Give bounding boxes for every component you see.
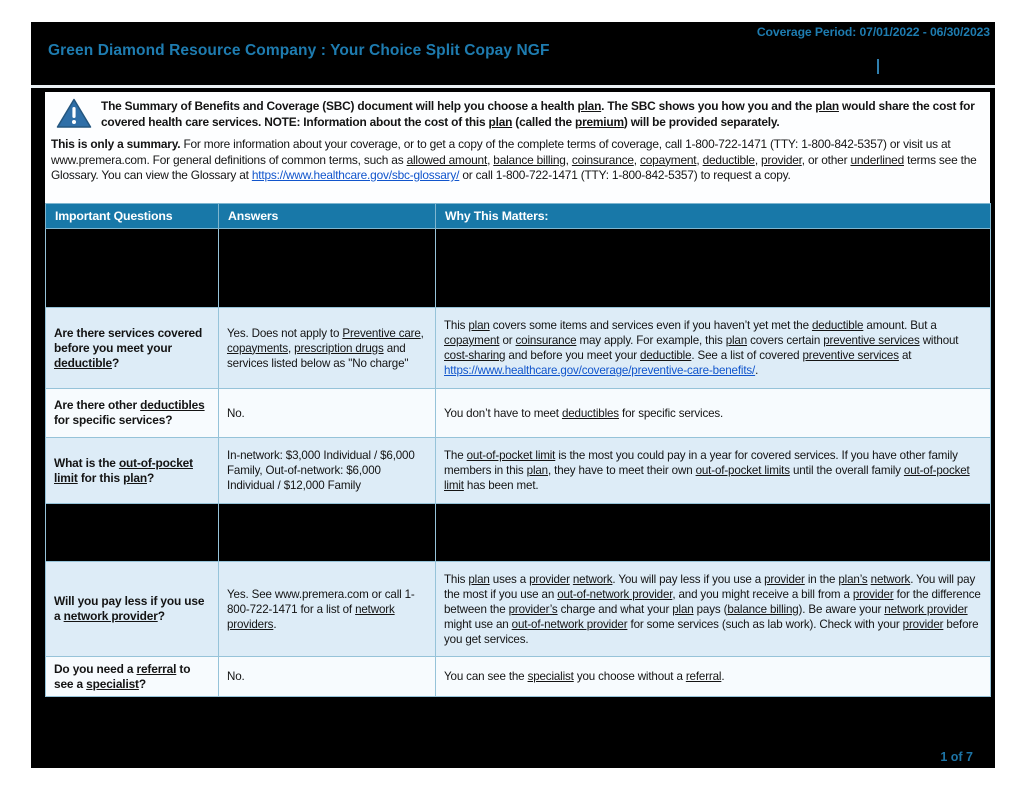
inline-text: provider’s (508, 602, 558, 616)
inline-text: preventive services (823, 334, 920, 347)
inline-text: and services listed below as "No charge" (227, 341, 409, 370)
inline-text: for this (77, 470, 124, 485)
inline-text: For more information about your coverage, or to get a copy of the complete terms of coverage, call 1-800-722-1471 (TTY: 1-800-842-5357) or visit us at www.premera.com. For general definitions of common terms, such as (51, 137, 951, 167)
why-this-matters-cell (436, 308, 991, 389)
inline-text: ? (111, 355, 120, 370)
header-divider (31, 85, 995, 88)
why-this-matters-cell (436, 438, 991, 504)
table-row (46, 657, 991, 697)
inline-text: provider (764, 572, 805, 586)
inline-text: Are there services covered before you meet your (54, 325, 203, 355)
inline-text: deductibles (561, 406, 619, 420)
inline-text: Preventive care (342, 326, 421, 340)
inline-text: plan (123, 470, 147, 485)
inline-text: (called the (512, 115, 576, 129)
inline-text: plan (577, 99, 602, 113)
answer-cell (219, 438, 436, 504)
inline-text: at (898, 349, 912, 362)
inline-text: out-of-pocket limit (54, 455, 193, 485)
inline-text: Do you need a (54, 661, 137, 676)
inline-text: . (273, 617, 277, 631)
question-cell (46, 504, 219, 562)
inline-text: . The SBC shows you how you and the (601, 99, 816, 113)
answer-cell (219, 389, 436, 438)
document-page (31, 22, 995, 768)
inline-text: out-of-network provider (511, 617, 628, 631)
inline-text: . See a list of covered (691, 349, 803, 362)
inline-text: plan (725, 334, 748, 347)
inline-text: Yes. Does not apply to (227, 326, 343, 340)
inline-text: This (444, 319, 469, 332)
inline-text: plan (526, 464, 548, 477)
inline-text: out-of-network provider (557, 587, 673, 601)
question-cell (46, 562, 219, 657)
inline-text: or (499, 334, 516, 347)
inline-text: for the difference between the (444, 587, 981, 616)
inline-link[interactable]: https://www.healthcare.gov/coverage/preventive-care-benefits/ (444, 364, 756, 377)
table-row (46, 438, 991, 504)
inline-text: , (754, 152, 762, 167)
inline-text: plan’s (838, 572, 868, 586)
inline-text: for specific services. (618, 406, 724, 420)
inline-text: may apply. For example, this (576, 334, 726, 347)
inline-text: without (919, 334, 959, 347)
inline-text: ? (146, 470, 155, 485)
page-number: 1 of 7 (940, 750, 973, 764)
inline-text: deductible (54, 355, 112, 370)
inline-text: specialist (527, 670, 574, 683)
table-row (46, 389, 991, 438)
inline-text: , (633, 152, 641, 167)
inline-text: , (696, 152, 703, 167)
inline-text: network provider (63, 609, 158, 623)
inline-text: would share the cost for covered health care services. NOTE: Information about the cost of this (101, 99, 975, 129)
inline-text: provider (852, 587, 894, 601)
inline-text: network (572, 572, 613, 586)
why-this-matters-cell (436, 562, 991, 657)
inline-text: allowed amount (406, 152, 488, 167)
inline-text: coinsurance (515, 334, 577, 347)
inline-text: and before you meet your (505, 349, 641, 362)
inline-text: deductible (811, 319, 864, 332)
inline-text: or call 1-800-722-1471 (TTY: 1-800-842-5357) to request a copy. (459, 168, 791, 182)
inline-text: You don’t have to meet (444, 406, 562, 420)
inline-text: balance billing (727, 602, 799, 616)
sbc-notice-box (45, 92, 990, 203)
inline-text: prescription drugs (294, 341, 384, 355)
inline-text: out-of-pocket limit (444, 464, 970, 492)
question-cell (46, 438, 219, 504)
inline-text: terms see the Glossary. You can view the Glossary at (51, 152, 977, 182)
inline-text: plan (468, 572, 490, 586)
notice-paragraph-2 (51, 137, 984, 184)
column-header: Answers (219, 204, 436, 229)
inline-text: ? (157, 609, 165, 623)
inline-text: is the most you could pay in a year for covered services. If you have other family members in this (444, 449, 958, 477)
inline-text: specialist (86, 676, 139, 691)
why-this-matters-cell (436, 657, 991, 697)
inline-text: , they have to meet their own (547, 464, 696, 477)
inline-link[interactable]: https://www.healthcare.gov/sbc-glossary/ (251, 168, 460, 182)
inline-text: underlined (850, 152, 904, 167)
inline-text: balance billing (493, 152, 566, 167)
inline-text: , (288, 341, 295, 355)
why-this-matters-cell (436, 389, 991, 438)
inline-text: This is only a summary. (51, 137, 184, 151)
inline-text: provider (761, 152, 802, 167)
page-title: Green Diamond Resource Company : Your Choice Split Copay NGF (48, 42, 550, 59)
answer-cell (219, 504, 436, 562)
question-cell (46, 389, 219, 438)
inline-text: preventive services (802, 349, 899, 362)
inline-text: covers some items and services even if you haven’t yet met the (489, 319, 812, 332)
inline-text: . (755, 364, 759, 377)
question-cell (46, 657, 219, 697)
inline-text: What is the (54, 455, 119, 470)
inline-text: deductible (702, 152, 755, 167)
inline-text: covers certain (747, 334, 824, 347)
sbc-table-body (46, 229, 991, 697)
why-this-matters-cell (436, 504, 991, 562)
inline-text: . (721, 670, 725, 683)
inline-text: , (487, 152, 494, 167)
inline-text: until the overall family (789, 464, 904, 477)
text-cursor (877, 59, 879, 74)
inline-text: provider (529, 572, 570, 586)
notice-paragraph-1 (101, 98, 982, 130)
inline-text: plan (815, 99, 839, 113)
inline-text: out-of-pocket limit (466, 449, 556, 462)
inline-text: pays ( (693, 602, 728, 616)
inline-text: has been met. (463, 479, 539, 492)
inline-text: coinsurance (571, 152, 634, 167)
inline-text: Are there other (54, 398, 141, 412)
inline-text: , or other (801, 152, 851, 167)
inline-text: The (444, 449, 467, 462)
inline-text: network providers (227, 602, 395, 631)
sbc-table-header (46, 204, 991, 229)
header-row (46, 204, 991, 229)
inline-text: ) will be provided separately. (623, 115, 780, 129)
table-row-redacted (46, 504, 991, 562)
inline-text: deductible (640, 349, 692, 362)
inline-text: plan (468, 319, 490, 332)
inline-text: . You will pay the most if you use an (444, 572, 976, 601)
inline-text: plan (672, 602, 694, 616)
inline-text: ). Be aware your (798, 602, 885, 616)
answer-cell (219, 657, 436, 697)
inline-text: copayments (227, 341, 289, 355)
inline-text: for specific services? (54, 413, 173, 427)
inline-text: No. (227, 406, 245, 420)
inline-text: you choose without a (573, 670, 686, 683)
why-this-matters-cell (436, 229, 991, 308)
table-row (46, 562, 991, 657)
inline-text: premium (575, 115, 624, 129)
inline-text: , (565, 152, 572, 167)
inline-text: In-network: $3,000 Individual / $6,000 Family, Out-of-network: $6,000 Individual / $12,000 Family (227, 449, 415, 492)
inline-text: referral (685, 670, 722, 683)
coverage-period: Coverage Period: 07/01/2022 - 06/30/2023 (756, 25, 990, 39)
inline-text: for some services (such as lab work). Check with your (627, 617, 903, 631)
inline-text: You can see the (444, 670, 528, 683)
inline-text: deductibles (140, 398, 205, 412)
inline-text: , and you might receive a bill from a (672, 587, 853, 601)
inline-text: network provider (884, 602, 968, 616)
question-cell (46, 229, 219, 308)
inline-text: before you get services. (444, 617, 979, 646)
answer-cell (219, 308, 436, 389)
inline-text: This (444, 572, 469, 586)
column-header: Important Questions (46, 204, 219, 229)
answer-cell (219, 229, 436, 308)
inline-text: The Summary of Benefits and Coverage (SBC) document will help you choose a health (101, 99, 578, 113)
warning-triangle-icon (56, 98, 92, 134)
inline-text: referral (136, 661, 177, 676)
inline-text: amount. But a (863, 319, 937, 332)
inline-text: copayment (444, 334, 500, 347)
sbc-table (45, 203, 991, 697)
inline-text: plan (488, 115, 513, 129)
inline-text: might use an (444, 617, 512, 631)
answer-cell (219, 562, 436, 657)
inline-text: . You will pay less if you use a (612, 572, 765, 586)
inline-text: copayment (640, 152, 697, 167)
column-header: Why This Matters: (436, 204, 991, 229)
table-row (46, 308, 991, 389)
inline-text: , (420, 326, 424, 340)
inline-text: out-of-pocket limits (695, 464, 790, 477)
inline-text: Will you pay less if you use a (54, 594, 205, 623)
inline-text: No. (227, 670, 245, 683)
table-row-redacted (46, 229, 991, 308)
inline-text: Yes. See www.premera.com or call 1-800-722-1471 for a list of (227, 587, 415, 616)
inline-text: to see a (54, 661, 191, 691)
inline-text: in the (804, 572, 839, 586)
inline-text: provider (902, 617, 944, 631)
inline-text: network (870, 572, 911, 586)
question-cell (46, 308, 219, 389)
inline-text: charge and what your (557, 602, 673, 616)
inline-text: cost-sharing (444, 349, 506, 362)
inline-text: ? (138, 676, 146, 691)
inline-text: uses a (489, 572, 530, 586)
